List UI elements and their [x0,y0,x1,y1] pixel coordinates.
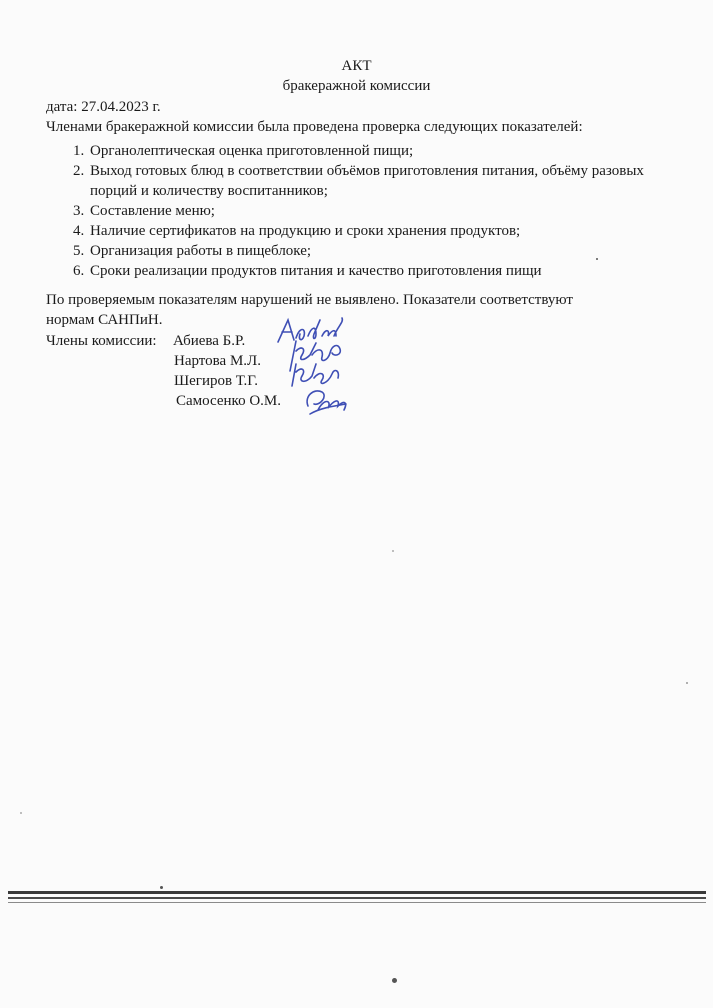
scan-edge-line [8,902,706,903]
scan-speck [686,682,688,684]
scan-speck [392,978,397,983]
checklist-item: 1. Органолептическая оценка приготовленной пищи; [88,141,688,161]
scan-speck [20,812,22,814]
checklist-item: 2. Выход готовых блюд в соответствии объёмов приготовления питания, объёму разовых порций и количеству воспитанников; [88,161,688,201]
date-line: дата: 27.04.2023 г. [46,99,161,115]
member-name: Абиева Б.Р. [173,333,246,349]
conclusion-line-2: нормам САНПиН. [46,312,163,328]
intro-line: Членами бракеражной комиссии была проведена проверка следующих показателей: [46,119,583,135]
member-name: Шегиров Т.Г. [174,373,258,389]
scan-edge-line [8,891,706,894]
checklist-item: 5. Организация работы в пищеблоке; [88,241,688,261]
scan-speck [392,550,394,552]
member-name: Самосенко О.М. [176,393,281,409]
signature-samosenko [300,382,350,418]
checklist-item: 3. Составление меню; [88,201,688,221]
conclusion-line-1: По проверяемым показателям нарушений не выявлено. Показатели соответствуют [46,292,573,308]
scan-edge-line [8,897,706,899]
checklist-item: 6. Сроки реализации продуктов питания и качество приготовления пищи [88,261,688,281]
document-title: АКТ [341,58,372,74]
scan-speck [160,886,163,889]
checklist [46,141,688,281]
checklist-item: 4. Наличие сертификатов на продукцию и сроки хранения продуктов; [88,221,688,241]
member-name: Нартова М.Л. [174,353,261,369]
document-subtitle: бракеражной комиссии [282,78,431,94]
members-label: Члены комиссии: [46,333,157,349]
scan-speck [596,258,598,260]
